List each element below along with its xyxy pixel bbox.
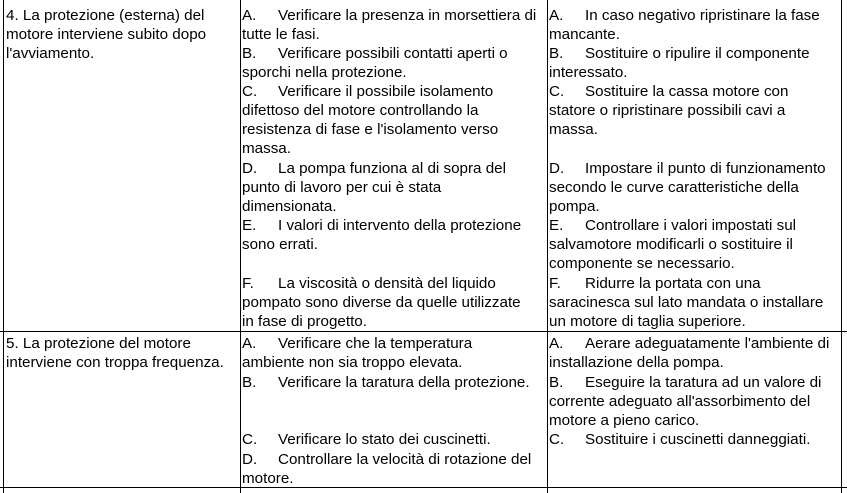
remedy-text-line: pompa. — [549, 198, 600, 215]
column-divider-1 — [240, 0, 241, 493]
remedy-text-line: corrente adeguato all'assorbimento del — [549, 393, 811, 410]
remedy-text: Sostituire i cuscinetti danneggiati. — [585, 431, 811, 448]
table-border-right — [841, 0, 842, 493]
remedy-text-line: saracinesca sul lato mandata o installare — [549, 294, 824, 311]
cause-item — [242, 159, 506, 179]
cause-text: Verificare la presenza in morsettiera di — [278, 7, 537, 24]
cause-item — [242, 44, 508, 64]
cause-label: C. — [242, 431, 258, 448]
cause-text: Verificare possibili contatti aperti o — [278, 45, 508, 62]
table-border-left — [3, 0, 4, 493]
remedy-label: C. — [549, 83, 565, 100]
cause-label: A. — [242, 335, 257, 352]
remedy-item — [549, 82, 788, 102]
cause-item — [242, 334, 472, 354]
cause-text: La pompa funziona al di sopra del — [278, 160, 506, 177]
remedy-text: Impostare il punto di funzionamento — [585, 160, 826, 177]
remedy-text: In caso negativo ripristinare la fase — [585, 7, 820, 24]
remedy-text-line: massa. — [549, 121, 598, 138]
remedy-label: A. — [549, 7, 564, 24]
remedy-text-line: interessato. — [549, 64, 628, 81]
problem-text-line: l'avviamento. — [6, 45, 95, 62]
problem-text-line: 5. La protezione del motore — [6, 335, 191, 352]
remedy-text: Eseguire la taratura ad un valore di — [585, 374, 822, 391]
remedy-item — [549, 6, 820, 26]
problem-text-line: interviene con troppa frequenza. — [6, 354, 224, 371]
row-divider-bottom — [0, 487, 847, 488]
remedy-text-line: secondo le curve caratteristiche della — [549, 179, 799, 196]
cause-text-line: sporchi nella protezione. — [242, 64, 407, 81]
cause-text-line: punto di lavoro per cui è stata — [242, 179, 442, 196]
remedy-text-line: installazione della pompa. — [549, 354, 724, 371]
remedy-text-line: componente se necessario. — [549, 255, 735, 272]
problem-text-line: 4. La protezione (esterna) del — [6, 7, 205, 24]
cause-text-line: in fase di progetto. — [242, 313, 367, 330]
cause-text: Verificare il possibile isolamento — [278, 83, 494, 100]
cause-text: Verificare lo stato dei cuscinetti. — [278, 431, 491, 448]
cause-text-line: tutte le fasi. — [242, 26, 320, 43]
cause-text: Controllare la velocità di rotazione del — [278, 451, 532, 468]
remedy-text-line: un motore di taglia superiore. — [549, 313, 746, 330]
remedy-text-line: salvamotore modificarli o sostituire il — [549, 236, 793, 253]
remedy-text-line: statore o ripristinare possibili cavi a — [549, 102, 786, 119]
cause-label: B. — [242, 45, 257, 62]
remedy-item — [549, 159, 826, 179]
cause-text-line: resistenza di fase e l'isolamento verso — [242, 121, 499, 138]
remedy-text-line: mancante. — [549, 26, 620, 43]
cause-label: A. — [242, 7, 257, 24]
cause-text: La viscosità o densità del liquido — [278, 275, 496, 292]
cause-text: Verificare la taratura della protezione. — [278, 374, 530, 391]
cause-text-line: motore. — [242, 470, 294, 487]
remedy-label: F. — [549, 275, 561, 292]
problem-text-line: motore interviene subito dopo — [6, 26, 207, 43]
cause-text-line: ambiente non sia troppo elevata. — [242, 354, 463, 371]
remedy-item — [549, 373, 821, 393]
cause-label: D. — [242, 451, 258, 468]
remedy-text: Ridurre la portata con una — [585, 275, 761, 292]
cause-label: C. — [242, 83, 258, 100]
cause-label: F. — [242, 275, 254, 292]
remedy-text: Sostituire la cassa motore con — [585, 83, 789, 100]
cause-label: B. — [242, 374, 257, 391]
cause-text-line: difettoso del motore controllando la — [242, 102, 479, 119]
cause-item — [242, 373, 530, 393]
cause-text-line: sono errati. — [242, 236, 318, 253]
remedy-text: Controllare i valori impostati sul — [585, 217, 797, 234]
cause-item — [242, 6, 536, 26]
column-divider-2 — [547, 0, 548, 493]
remedy-label: A. — [549, 335, 564, 352]
cause-item — [242, 274, 496, 294]
remedy-text: Aerare adeguatamente l'ambiente di — [585, 335, 830, 352]
cause-item — [242, 216, 521, 236]
remedy-label: B. — [549, 45, 564, 62]
cause-item — [242, 450, 531, 470]
remedy-item — [549, 44, 810, 64]
remedy-item — [549, 430, 810, 450]
remedy-item — [549, 216, 796, 236]
remedy-text: Sostituire o ripulire il componente — [585, 45, 810, 62]
cause-label: D. — [242, 160, 258, 177]
remedy-label: D. — [549, 160, 565, 177]
cause-text-line: dimensionata. — [242, 198, 337, 215]
remedy-label: E. — [549, 217, 564, 234]
cause-text-line: massa. — [242, 140, 291, 157]
cause-item — [242, 82, 493, 102]
remedy-text-line: motore a pieno carico. — [549, 412, 700, 429]
remedy-item — [549, 334, 829, 354]
cause-text: I valori di intervento della protezione — [278, 217, 522, 234]
cause-text: Verificare che la temperatura — [278, 335, 473, 352]
cause-item — [242, 430, 491, 450]
cause-label: E. — [242, 217, 257, 234]
remedy-label: C. — [549, 431, 565, 448]
remedy-item — [549, 274, 761, 294]
cause-text-line: pompato sono diverse da quelle utilizzate — [242, 294, 521, 311]
remedy-label: B. — [549, 374, 564, 391]
